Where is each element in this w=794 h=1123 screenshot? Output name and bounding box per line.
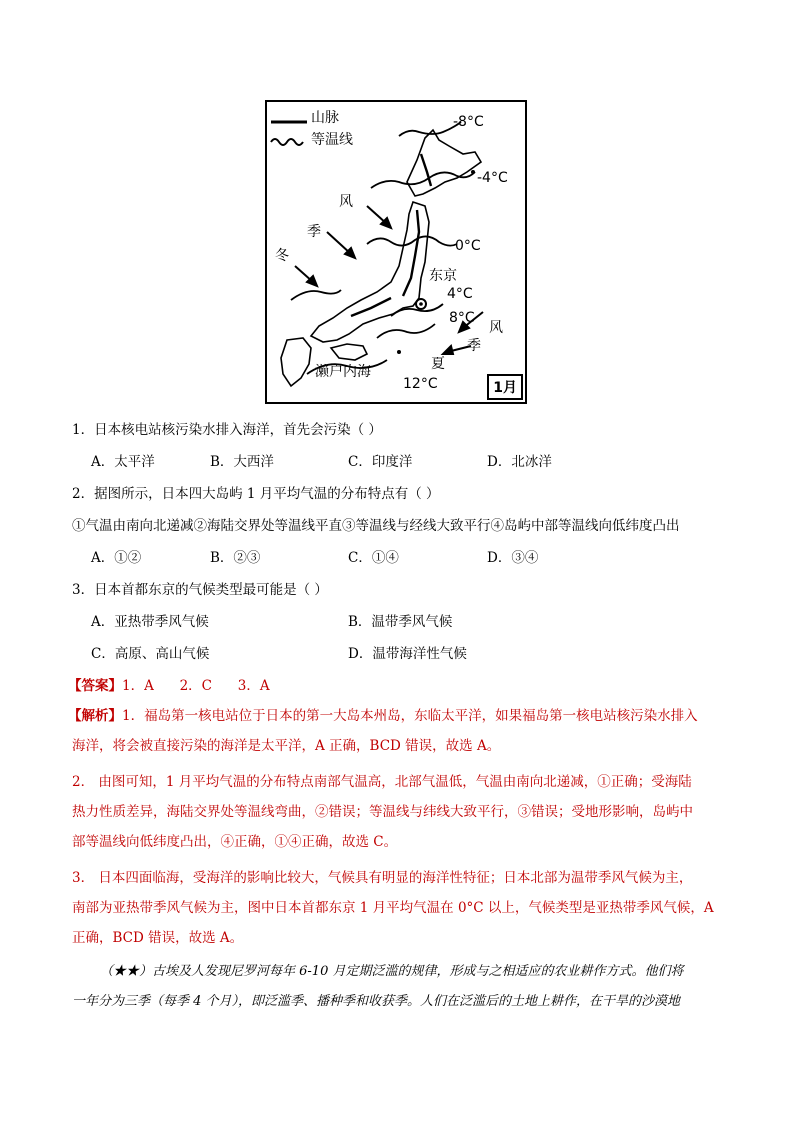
winter-wind-char: 冬 <box>275 248 289 264</box>
legend-isotherm-symbol <box>271 139 303 145</box>
shikoku-outline <box>331 344 367 360</box>
map-drawing <box>267 102 527 404</box>
q2-option: B．②③ <box>210 550 261 566</box>
answer-line <box>68 676 270 696</box>
japan-isotherm-map <box>265 100 527 404</box>
analysis-line <box>68 706 698 726</box>
summer-wind-char: 风 <box>489 320 503 336</box>
analysis-text: 2． 由图可知，1 月平均气温的分布特点南部气温高，北部气温低，气温由南向北递减，①正确；受海陆 <box>72 774 692 790</box>
winter-wind-char: 季 <box>307 224 321 240</box>
analysis-text: 部等温线向低纬度凸出，④正确，①④正确，故选 C。 <box>72 834 398 850</box>
q2-stem: 2．据图所示，日本四大岛屿 1 月平均气温的分布特点有（ ） <box>72 486 440 502</box>
next-passage-line: 一年分为三季（每季 4 个月），即泛滥季、播种季和收获季。人们在泛滥后的土地上耕作，在干旱的沙漠地 <box>72 994 681 1009</box>
legend-mountain-label: 山脉 <box>311 110 339 126</box>
analysis-text: 热力性质差异，海陆交界处等温线弯曲，②错误；等温线与纬线大致平行，③错误；受地形影响，岛屿中 <box>72 804 693 820</box>
isotherm-0 <box>367 236 457 245</box>
temp-label: 12°C <box>403 376 438 392</box>
temp-label: 4°C <box>447 286 473 302</box>
q2-option: D．③④ <box>487 550 539 566</box>
answer-text: 1．A 2．C 3．A <box>122 678 270 694</box>
summer-wind-char: 夏 <box>431 356 445 372</box>
isotherm-west <box>291 290 341 300</box>
q2-option: C．①④ <box>348 550 399 566</box>
analysis-text: 1．福岛第一核电站位于日本的第一大岛本州岛，东临太平洋，如果福岛第一核电站核污染水排入 <box>122 708 698 724</box>
analysis-text: 南部为亚热带季风气候为主，图中日本首都东京 1 月平均气温在 0°C 以上，气候类型是亚热带季风气候，A <box>72 900 714 916</box>
q1-option: C．印度洋 <box>348 454 413 470</box>
seto-inland-sea-label: 濑户内海 <box>315 364 371 380</box>
temp-label: -8°C <box>453 114 484 130</box>
temp-label: 0°C <box>455 238 481 254</box>
month-badge: 1月 <box>487 374 523 400</box>
summer-wind-char: 季 <box>467 338 481 354</box>
q1-option: D．北冰洋 <box>487 454 552 470</box>
next-passage-line: （★★）古埃及人发现尼罗河每年 6-10 月定期泛滥的规律，形成与之相适应的农业耕作方式。他们将 <box>100 964 684 979</box>
winter-wind-char: 风 <box>339 194 353 210</box>
analysis-text: 海洋，将会被直接污染的海洋是太平洋，A 正确，BCD 错误，故选 A。 <box>72 738 501 754</box>
q1-option: A．太平洋 <box>91 454 155 470</box>
q2-option: A．①② <box>91 550 142 566</box>
winter-wind-arrows <box>295 206 391 286</box>
temp-label: 8°C <box>449 310 475 326</box>
isotherm--8 <box>399 122 461 136</box>
legend-isotherm-label: 等温线 <box>311 132 353 148</box>
mountain-range <box>351 298 391 316</box>
q1-stem: 1．日本核电站核污染水排入海洋，首先会污染（ ） <box>72 422 382 438</box>
isotherm--4 <box>371 172 475 188</box>
analysis-text: 正确，BCD 错误，故选 A。 <box>72 930 244 946</box>
q3-option: A．亚热带季风气候 <box>91 614 209 630</box>
temp-label: -4°C <box>477 170 508 186</box>
q1-option: B．大西洋 <box>210 454 274 470</box>
kyushu-outline <box>281 338 311 386</box>
q2-statements: ①气温由南向北递减②海陆交界处等温线平直③等温线与经线大致平行④岛屿中部等温线向低纬度凸出 <box>72 518 680 534</box>
hokkaido-outline <box>407 130 481 196</box>
mountain-range <box>403 210 419 296</box>
isotherm-8 <box>377 324 435 338</box>
q3-option: C．高原、高山气候 <box>91 646 210 662</box>
tokyo-label: 东京 <box>429 268 457 284</box>
analysis-label: 【解析】 <box>68 708 122 724</box>
answer-label: 【答案】 <box>68 678 122 694</box>
q3-stem: 3．日本首都东京的气候类型最可能是（ ） <box>72 582 328 598</box>
q3-option: D．温带海洋性气候 <box>348 646 467 662</box>
q3-option: B．温带季风气候 <box>348 614 453 630</box>
analysis-text: 3． 日本四面临海，受海洋的影响比较大，气候具有明显的海洋性特征；日本北部为温带季风气候为主， <box>72 870 693 886</box>
